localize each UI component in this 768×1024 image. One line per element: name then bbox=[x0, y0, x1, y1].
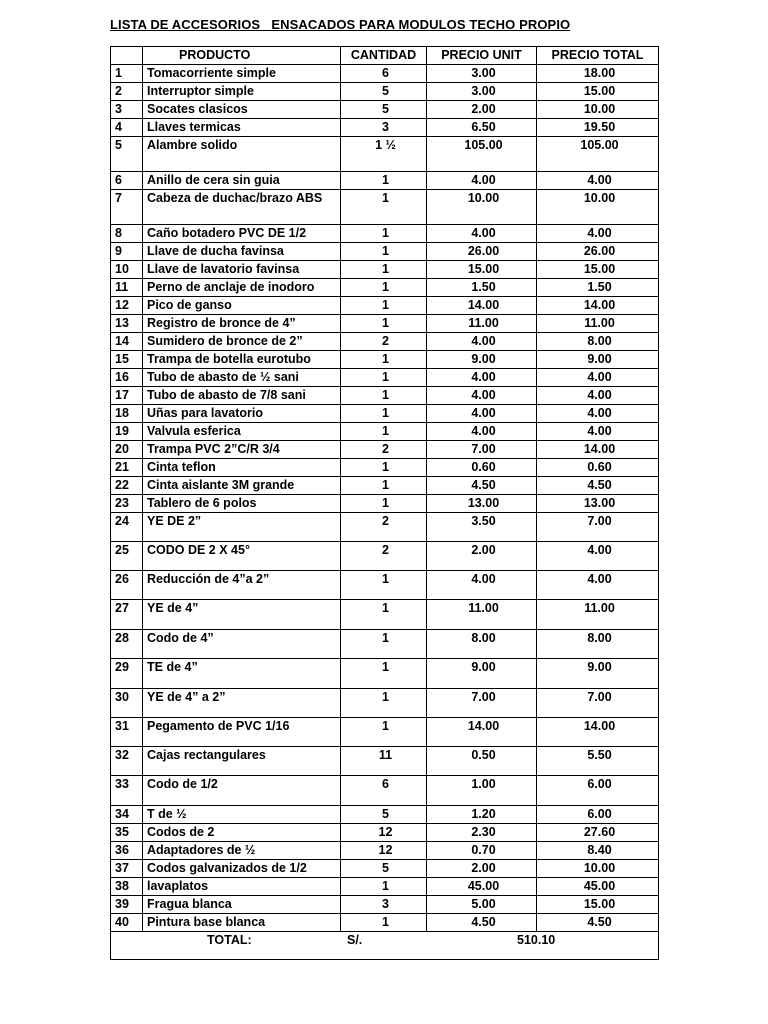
row-producto: Cabeza de duchac/brazo ABS bbox=[143, 190, 341, 225]
table-row bbox=[111, 101, 659, 119]
table-row bbox=[111, 137, 659, 172]
row-number: 30 bbox=[111, 689, 143, 718]
row-producto: TE de 4” bbox=[143, 659, 341, 689]
row-precio-total: 14.00 bbox=[537, 297, 659, 315]
table-row bbox=[111, 896, 659, 914]
table-row bbox=[111, 297, 659, 315]
table-row bbox=[111, 747, 659, 776]
row-cantidad: 1 bbox=[341, 659, 427, 689]
row-precio-total: 1.50 bbox=[537, 279, 659, 297]
row-precio-total: 10.00 bbox=[537, 190, 659, 225]
row-cantidad: 5 bbox=[341, 83, 427, 101]
row-precio-total: 8.00 bbox=[537, 333, 659, 351]
row-precio-total: 27.60 bbox=[537, 824, 659, 842]
accessories-table bbox=[110, 46, 659, 960]
row-number: 37 bbox=[111, 860, 143, 878]
row-precio-total: 6.00 bbox=[537, 806, 659, 824]
table-row bbox=[111, 495, 659, 513]
table-row bbox=[111, 659, 659, 689]
row-number: 1 bbox=[111, 65, 143, 83]
row-precio-unit: 14.00 bbox=[427, 297, 537, 315]
row-cantidad: 1 bbox=[341, 243, 427, 261]
row-precio-total: 15.00 bbox=[537, 261, 659, 279]
row-cantidad: 1 bbox=[341, 495, 427, 513]
row-precio-unit: 3.00 bbox=[427, 65, 537, 83]
row-number: 20 bbox=[111, 441, 143, 459]
row-precio-total: 7.00 bbox=[537, 513, 659, 542]
row-precio-total: 8.00 bbox=[537, 630, 659, 659]
row-precio-unit: 4.00 bbox=[427, 405, 537, 423]
row-producto: Pico de ganso bbox=[143, 297, 341, 315]
row-cantidad: 1 bbox=[341, 914, 427, 932]
row-precio-unit: 4.50 bbox=[427, 477, 537, 495]
row-precio-unit: 11.00 bbox=[427, 315, 537, 333]
row-producto: Pintura base blanca bbox=[143, 914, 341, 932]
row-cantidad: 2 bbox=[341, 513, 427, 542]
row-precio-total: 4.00 bbox=[537, 423, 659, 441]
row-producto: YE de 4” a 2” bbox=[143, 689, 341, 718]
row-number: 40 bbox=[111, 914, 143, 932]
row-producto: Socates clasicos bbox=[143, 101, 341, 119]
row-number: 24 bbox=[111, 513, 143, 542]
row-cantidad: 1 bbox=[341, 387, 427, 405]
row-number: 27 bbox=[111, 600, 143, 630]
row-producto: T de ½ bbox=[143, 806, 341, 824]
row-producto: Codo de 1/2 bbox=[143, 776, 341, 806]
row-cantidad: 1 bbox=[341, 459, 427, 477]
row-precio-unit: 11.00 bbox=[427, 600, 537, 630]
row-cantidad: 1 bbox=[341, 297, 427, 315]
row-precio-total: 10.00 bbox=[537, 860, 659, 878]
table-row bbox=[111, 225, 659, 243]
row-cantidad: 1 bbox=[341, 600, 427, 630]
row-number: 15 bbox=[111, 351, 143, 369]
row-number: 3 bbox=[111, 101, 143, 119]
table-row bbox=[111, 689, 659, 718]
table-row bbox=[111, 600, 659, 630]
row-precio-total: 19.50 bbox=[537, 119, 659, 137]
table-row bbox=[111, 718, 659, 747]
row-cantidad: 3 bbox=[341, 119, 427, 137]
row-producto: Tomacorriente simple bbox=[143, 65, 341, 83]
table-row bbox=[111, 477, 659, 495]
row-precio-unit: 6.50 bbox=[427, 119, 537, 137]
row-precio-total: 4.00 bbox=[537, 172, 659, 190]
row-cantidad: 6 bbox=[341, 776, 427, 806]
table-row bbox=[111, 405, 659, 423]
row-precio-total: 14.00 bbox=[537, 718, 659, 747]
table-row bbox=[111, 776, 659, 806]
row-precio-total: 7.00 bbox=[537, 689, 659, 718]
row-cantidad: 1 bbox=[341, 630, 427, 659]
row-producto: Valvula esferica bbox=[143, 423, 341, 441]
table-row bbox=[111, 351, 659, 369]
row-precio-total: 105.00 bbox=[537, 137, 659, 172]
row-cantidad: 1 bbox=[341, 689, 427, 718]
row-producto: Tubo de abasto de 7/8 sani bbox=[143, 387, 341, 405]
row-precio-total: 15.00 bbox=[537, 83, 659, 101]
row-cantidad: 1 bbox=[341, 190, 427, 225]
row-precio-unit: 15.00 bbox=[427, 261, 537, 279]
row-number: 14 bbox=[111, 333, 143, 351]
row-precio-unit: 13.00 bbox=[427, 495, 537, 513]
row-number: 31 bbox=[111, 718, 143, 747]
row-cantidad: 2 bbox=[341, 333, 427, 351]
row-precio-unit: 4.00 bbox=[427, 423, 537, 441]
row-producto: Trampa de botella eurotubo bbox=[143, 351, 341, 369]
table-row bbox=[111, 261, 659, 279]
row-cantidad: 1 bbox=[341, 405, 427, 423]
row-cantidad: 3 bbox=[341, 896, 427, 914]
row-producto: Anillo de cera sin guia bbox=[143, 172, 341, 190]
row-precio-unit: 2.00 bbox=[427, 101, 537, 119]
row-precio-total: 9.00 bbox=[537, 659, 659, 689]
row-precio-total: 11.00 bbox=[537, 600, 659, 630]
row-number: 5 bbox=[111, 137, 143, 172]
row-precio-unit: 2.00 bbox=[427, 860, 537, 878]
table-row bbox=[111, 315, 659, 333]
table-row bbox=[111, 279, 659, 297]
row-number: 19 bbox=[111, 423, 143, 441]
row-number: 17 bbox=[111, 387, 143, 405]
row-cantidad: 1 ½ bbox=[341, 137, 427, 172]
row-precio-total: 13.00 bbox=[537, 495, 659, 513]
row-number: 4 bbox=[111, 119, 143, 137]
row-number: 39 bbox=[111, 896, 143, 914]
table-row bbox=[111, 65, 659, 83]
row-precio-total: 4.00 bbox=[537, 369, 659, 387]
row-producto: CODO DE 2 X 45° bbox=[143, 542, 341, 571]
row-producto: Sumidero de bronce de 2” bbox=[143, 333, 341, 351]
row-producto: Codos de 2 bbox=[143, 824, 341, 842]
row-cantidad: 1 bbox=[341, 718, 427, 747]
row-precio-total: 14.00 bbox=[537, 441, 659, 459]
row-precio-unit: 4.00 bbox=[427, 387, 537, 405]
header-producto: PRODUCTO bbox=[143, 47, 341, 65]
row-precio-unit: 10.00 bbox=[427, 190, 537, 225]
row-producto: Interruptor simple bbox=[143, 83, 341, 101]
table-row bbox=[111, 119, 659, 137]
row-cantidad: 1 bbox=[341, 423, 427, 441]
row-cantidad: 2 bbox=[341, 441, 427, 459]
row-number: 32 bbox=[111, 747, 143, 776]
row-precio-unit: 2.00 bbox=[427, 542, 537, 571]
row-number: 11 bbox=[111, 279, 143, 297]
row-precio-total: 4.00 bbox=[537, 387, 659, 405]
row-precio-total: 18.00 bbox=[537, 65, 659, 83]
total-row bbox=[111, 932, 659, 960]
row-number: 28 bbox=[111, 630, 143, 659]
row-precio-unit: 4.00 bbox=[427, 369, 537, 387]
row-producto: YE de 4” bbox=[143, 600, 341, 630]
table-row bbox=[111, 630, 659, 659]
row-precio-total: 9.00 bbox=[537, 351, 659, 369]
row-producto: lavaplatos bbox=[143, 878, 341, 896]
row-precio-unit: 14.00 bbox=[427, 718, 537, 747]
total-value: 510.10 bbox=[517, 933, 556, 947]
row-producto: Tablero de 6 polos bbox=[143, 495, 341, 513]
table-row bbox=[111, 83, 659, 101]
row-producto: Cinta aislante 3M grande bbox=[143, 477, 341, 495]
row-precio-unit: 2.30 bbox=[427, 824, 537, 842]
row-producto: Trampa PVC 2”C/R 3/4 bbox=[143, 441, 341, 459]
table-row bbox=[111, 571, 659, 600]
header-number bbox=[111, 47, 143, 65]
row-number: 33 bbox=[111, 776, 143, 806]
row-producto: Tubo de abasto de ½ sani bbox=[143, 369, 341, 387]
row-producto: Llave de lavatorio favinsa bbox=[143, 261, 341, 279]
row-cantidad: 1 bbox=[341, 315, 427, 333]
table-row bbox=[111, 860, 659, 878]
row-precio-unit: 8.00 bbox=[427, 630, 537, 659]
row-number: 36 bbox=[111, 842, 143, 860]
table-row bbox=[111, 824, 659, 842]
row-producto: Caño botadero PVC DE 1/2 bbox=[143, 225, 341, 243]
row-precio-unit: 0.70 bbox=[427, 842, 537, 860]
row-number: 25 bbox=[111, 542, 143, 571]
row-number: 29 bbox=[111, 659, 143, 689]
row-precio-unit: 3.50 bbox=[427, 513, 537, 542]
header-cantidad: CANTIDAD bbox=[341, 47, 427, 65]
row-precio-total: 4.00 bbox=[537, 225, 659, 243]
table-row bbox=[111, 423, 659, 441]
row-precio-total: 4.00 bbox=[537, 405, 659, 423]
row-precio-unit: 5.00 bbox=[427, 896, 537, 914]
row-cantidad: 5 bbox=[341, 860, 427, 878]
table-row bbox=[111, 333, 659, 351]
table-header-row bbox=[111, 47, 659, 65]
row-number: 18 bbox=[111, 405, 143, 423]
row-precio-unit: 0.50 bbox=[427, 747, 537, 776]
row-number: 12 bbox=[111, 297, 143, 315]
row-cantidad: 1 bbox=[341, 279, 427, 297]
row-producto: Cinta teflon bbox=[143, 459, 341, 477]
row-precio-total: 4.50 bbox=[537, 914, 659, 932]
total-cell bbox=[111, 932, 659, 960]
row-precio-total: 4.00 bbox=[537, 542, 659, 571]
row-number: 10 bbox=[111, 261, 143, 279]
row-cantidad: 1 bbox=[341, 351, 427, 369]
row-precio-unit: 9.00 bbox=[427, 659, 537, 689]
row-producto: Cajas rectangulares bbox=[143, 747, 341, 776]
table-row bbox=[111, 914, 659, 932]
row-precio-unit: 0.60 bbox=[427, 459, 537, 477]
row-cantidad: 5 bbox=[341, 101, 427, 119]
table-row bbox=[111, 513, 659, 542]
row-number: 22 bbox=[111, 477, 143, 495]
row-precio-unit: 7.00 bbox=[427, 441, 537, 459]
row-precio-total: 4.50 bbox=[537, 477, 659, 495]
row-producto: Pegamento de PVC 1/16 bbox=[143, 718, 341, 747]
row-precio-total: 5.50 bbox=[537, 747, 659, 776]
header-precio-unit: PRECIO UNIT bbox=[427, 47, 537, 65]
row-cantidad: 1 bbox=[341, 369, 427, 387]
row-precio-unit: 7.00 bbox=[427, 689, 537, 718]
row-precio-unit: 26.00 bbox=[427, 243, 537, 261]
row-cantidad: 12 bbox=[341, 824, 427, 842]
table-row bbox=[111, 542, 659, 571]
total-label: TOTAL: bbox=[207, 933, 252, 947]
row-precio-total: 4.00 bbox=[537, 571, 659, 600]
row-producto: Codos galvanizados de 1/2 bbox=[143, 860, 341, 878]
row-precio-unit: 1.00 bbox=[427, 776, 537, 806]
row-number: 26 bbox=[111, 571, 143, 600]
table-row bbox=[111, 387, 659, 405]
row-producto: Codo de 4” bbox=[143, 630, 341, 659]
row-producto: Registro de bronce de 4” bbox=[143, 315, 341, 333]
row-cantidad: 12 bbox=[341, 842, 427, 860]
row-number: 21 bbox=[111, 459, 143, 477]
row-precio-total: 10.00 bbox=[537, 101, 659, 119]
document-title: LISTA DE ACCESORIOS ENSACADOS PARA MODULOS TECHO PROPIO bbox=[110, 17, 571, 32]
row-cantidad: 1 bbox=[341, 261, 427, 279]
row-precio-unit: 4.50 bbox=[427, 914, 537, 932]
table-row bbox=[111, 459, 659, 477]
table-row bbox=[111, 806, 659, 824]
header-precio-total: PRECIO TOTAL bbox=[537, 47, 659, 65]
table-row bbox=[111, 369, 659, 387]
row-producto: YE DE 2” bbox=[143, 513, 341, 542]
row-cantidad: 6 bbox=[341, 65, 427, 83]
row-producto: Fragua blanca bbox=[143, 896, 341, 914]
row-number: 16 bbox=[111, 369, 143, 387]
row-precio-unit: 9.00 bbox=[427, 351, 537, 369]
row-producto: Llaves termicas bbox=[143, 119, 341, 137]
row-precio-unit: 45.00 bbox=[427, 878, 537, 896]
row-number: 13 bbox=[111, 315, 143, 333]
table-body bbox=[111, 65, 659, 932]
row-producto: Uñas para lavatorio bbox=[143, 405, 341, 423]
row-precio-total: 11.00 bbox=[537, 315, 659, 333]
row-cantidad: 1 bbox=[341, 878, 427, 896]
total-currency: S/. bbox=[347, 933, 363, 947]
row-number: 35 bbox=[111, 824, 143, 842]
row-number: 34 bbox=[111, 806, 143, 824]
row-cantidad: 1 bbox=[341, 571, 427, 600]
row-precio-unit: 1.20 bbox=[427, 806, 537, 824]
table-row bbox=[111, 878, 659, 896]
row-producto: Perno de anclaje de inodoro bbox=[143, 279, 341, 297]
table-row bbox=[111, 172, 659, 190]
row-producto: Reducción de 4”a 2” bbox=[143, 571, 341, 600]
row-precio-total: 15.00 bbox=[537, 896, 659, 914]
row-producto: Adaptadores de ½ bbox=[143, 842, 341, 860]
table-row bbox=[111, 842, 659, 860]
row-precio-total: 26.00 bbox=[537, 243, 659, 261]
row-producto: Llave de ducha favinsa bbox=[143, 243, 341, 261]
table-row bbox=[111, 243, 659, 261]
row-number: 7 bbox=[111, 190, 143, 225]
row-precio-unit: 1.50 bbox=[427, 279, 537, 297]
row-cantidad: 1 bbox=[341, 172, 427, 190]
row-number: 23 bbox=[111, 495, 143, 513]
row-producto: Alambre solido bbox=[143, 137, 341, 172]
table-row bbox=[111, 190, 659, 225]
row-precio-unit: 4.00 bbox=[427, 225, 537, 243]
row-number: 9 bbox=[111, 243, 143, 261]
row-number: 2 bbox=[111, 83, 143, 101]
row-precio-unit: 4.00 bbox=[427, 571, 537, 600]
row-precio-total: 6.00 bbox=[537, 776, 659, 806]
row-precio-total: 8.40 bbox=[537, 842, 659, 860]
row-number: 6 bbox=[111, 172, 143, 190]
row-precio-total: 45.00 bbox=[537, 878, 659, 896]
row-precio-unit: 105.00 bbox=[427, 137, 537, 172]
table-row bbox=[111, 441, 659, 459]
row-precio-total: 0.60 bbox=[537, 459, 659, 477]
row-precio-unit: 4.00 bbox=[427, 172, 537, 190]
row-precio-unit: 4.00 bbox=[427, 333, 537, 351]
row-cantidad: 1 bbox=[341, 225, 427, 243]
row-number: 8 bbox=[111, 225, 143, 243]
row-number: 38 bbox=[111, 878, 143, 896]
row-cantidad: 5 bbox=[341, 806, 427, 824]
row-precio-unit: 3.00 bbox=[427, 83, 537, 101]
row-cantidad: 1 bbox=[341, 477, 427, 495]
row-cantidad: 2 bbox=[341, 542, 427, 571]
row-cantidad: 11 bbox=[341, 747, 427, 776]
